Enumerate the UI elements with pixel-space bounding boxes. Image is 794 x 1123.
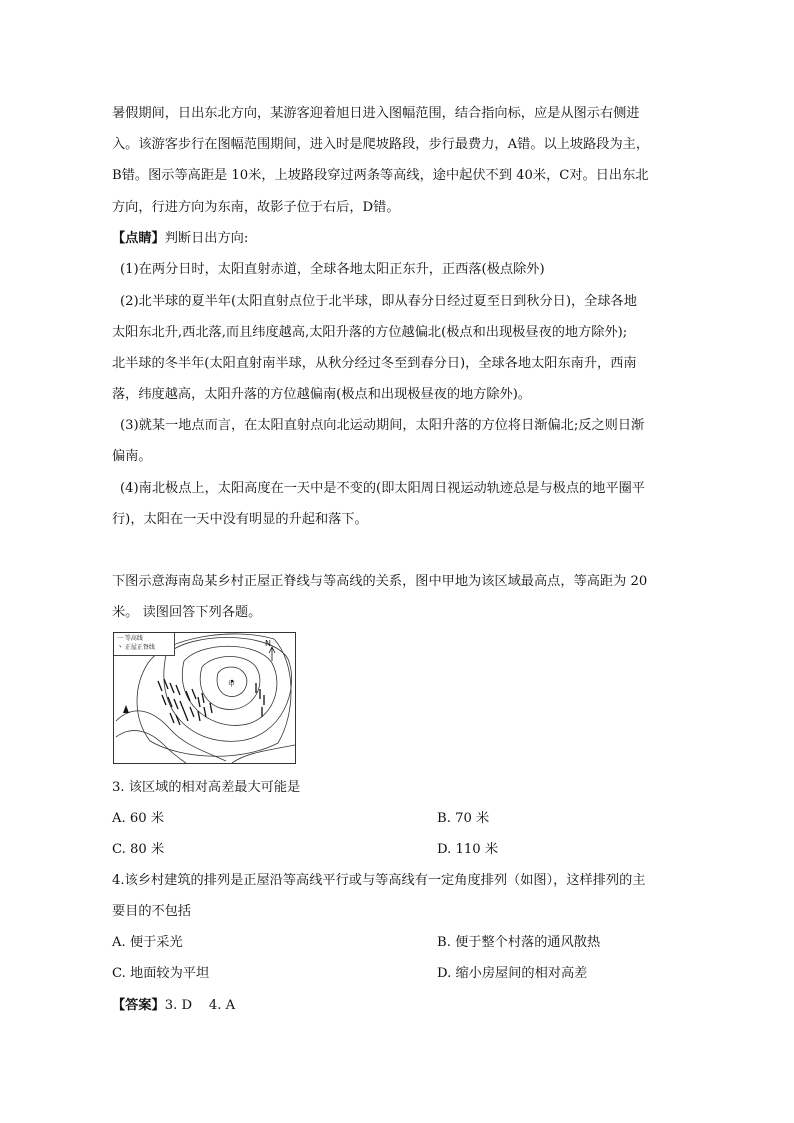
ridge-lines <box>158 679 264 725</box>
tip-line-2: (2)北半球的夏半年(太阳直射点位于北半球，即从春分日经过夏至日到秋分日)，全球各地 <box>120 294 637 309</box>
north-arrow-icon <box>269 647 275 661</box>
tip-line-5: 落，纬度越高，太阳升落的方位越偏南(极点和出现极昼夜的地方除外)。 <box>112 387 532 402</box>
tip-line-6: (3)就某一地点而言，在太阳直射点向北运动期间，太阳升落的方位将日渐偏北;反之则日渐 <box>120 418 645 433</box>
q4-option-c: C. 地面较为平坦 <box>112 966 210 981</box>
north-label: N <box>265 639 271 648</box>
explanation-line-4: 方向，行进方向为东南，故影子位于右后，D错。 <box>112 200 400 215</box>
answer-label: 【答案】 <box>112 998 165 1013</box>
tip-line-3: 太阳东北升,西北落,而且纬度越高,太阳升落的方位越偏北(极点和出现极昼夜的地方除外); <box>112 325 628 340</box>
answer-text: 3. D 4. A <box>164 998 236 1013</box>
tip-line-7: 偏南。 <box>112 449 152 464</box>
q3-option-b: B. 70 米 <box>437 811 490 826</box>
contour-map-figure <box>113 632 296 764</box>
answer-line <box>112 996 692 1016</box>
tip-heading-line <box>112 229 692 249</box>
q3-stem: 3. 该区域的相对高差最大可能是 <box>112 780 301 795</box>
intro-line-1: 下图示意海南岛某乡村正屋正脊线与等高线的关系，图中甲地为该区域最高点，等高距为 20 <box>112 574 648 589</box>
explanation-line-1: 暑假期间，日出东北方向，某游客迎着旭日进入图幅范围，结合指向标，应是从图示右侧进 <box>112 106 640 121</box>
q4-stem-line-2: 要目的不包括 <box>112 904 192 919</box>
q4-option-a: A. 便于采光 <box>112 935 183 950</box>
q3-option-d: D. 110 米 <box>437 842 499 857</box>
contour-line-7 <box>116 731 186 763</box>
q4-option-b: B. 便于整个村落的通风散热 <box>437 935 601 950</box>
triangle-symbol-icon <box>123 705 129 713</box>
q3-option-c: C. 80 米 <box>112 842 165 857</box>
contour-line-8 <box>232 745 295 763</box>
point-jia-label: 甲 <box>228 680 235 688</box>
legend-ridge: 丶 正屋正脊线 <box>117 644 155 651</box>
tip-heading-rest: 判断日出方向: <box>164 231 249 246</box>
tip-line-1: (1)在两分日时，太阳直射赤道，全球各地太阳正东升，正西落(极点除外) <box>120 262 545 277</box>
map-legend <box>114 633 175 656</box>
tip-line-4: 北半球的冬半年(太阳直射南半球，从秋分经过冬至到春分日)，全球各地太阳东南升，西南 <box>112 356 637 371</box>
explanation-line-2: 入。该游客步行在图幅范围期间，进入时是爬坡路段，步行最费力，A错。以上坡路段为主， <box>112 137 650 152</box>
legend-contour: 一 等高线 <box>117 635 143 642</box>
intro-line-2: 米。 读图回答下列各题。 <box>112 605 262 620</box>
q4-option-d: D. 缩小房屋间的相对高差 <box>437 966 588 981</box>
contour-line-4 <box>164 637 292 741</box>
explanation-line-3: B错。图示等高距是 10米，上坡路段穿过两条等高线，途中起伏不到 40米，C对。日出东北 <box>112 168 649 183</box>
tip-line-8: (4)南北极点上，太阳高度在一天中是不变的(即太阳周日视运动轨迹总是与极点的地平圈平 <box>120 481 645 496</box>
tip-heading: 【点睛】 <box>112 231 165 246</box>
tip-line-9: 行)，太阳在一天中没有明显的升起和落下。 <box>112 512 368 527</box>
q4-stem-line-1: 4.该乡村建筑的排列是正屋沿等高线平行或与等高线有一定角度排列（如图），这样排列的主 <box>112 873 646 888</box>
q3-option-a: A. 60 米 <box>112 811 165 826</box>
contour-line-6 <box>116 711 226 761</box>
